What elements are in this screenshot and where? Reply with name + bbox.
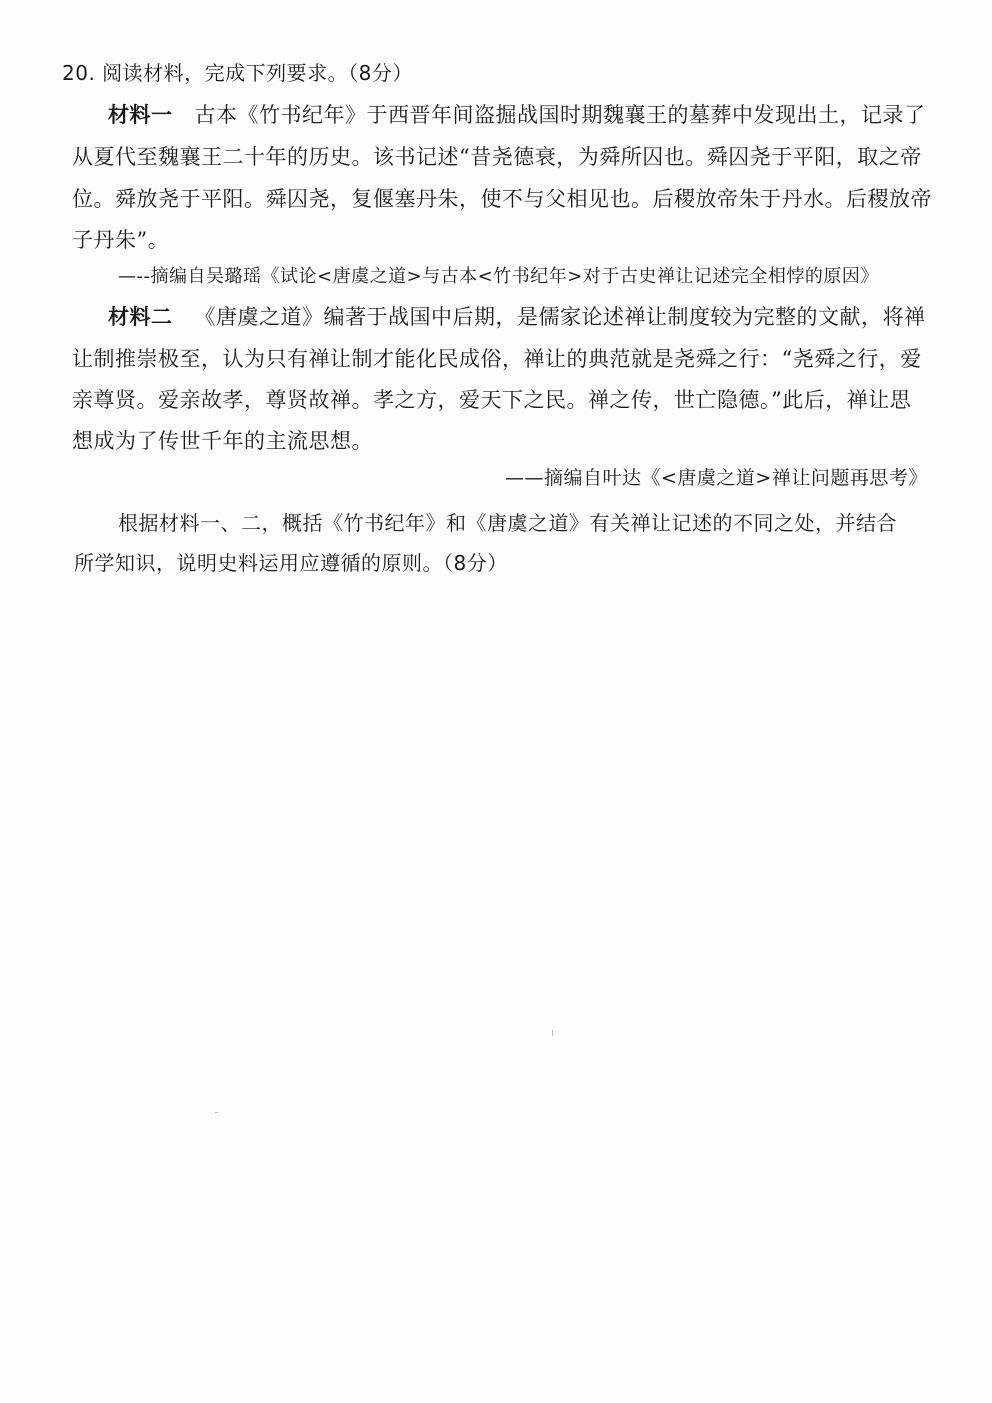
material-2-line-2: 让制推崇极至，认为只有禅让制才能化民成俗，禅让的典范就是尧舜之行：“尧舜之行，爱: [72, 347, 922, 371]
material-2-line-1: [108, 302, 926, 332]
material-2-line-4: 想成为了传世千年的主流思想。: [72, 429, 373, 453]
material-1-line-4: 子丹朱”。: [72, 228, 170, 252]
material-1-line-3: 位。舜放尧于平阳。舜囚尧，复偃塞丹朱，使不与父相见也。后稷放帝朱于丹水。后稷放帝: [72, 187, 932, 211]
scan-speck: [552, 1030, 553, 1036]
prompt-line-2: 所学知识，说明史料运用应遵循的原则。（8分）: [74, 551, 508, 575]
material-2-label: 材料二: [108, 305, 173, 329]
material-2-text: 《唐虞之道》编著于战国中后期，是儒家论述禅让制度较为完整的文献，将禅: [194, 305, 926, 329]
prompt-line-1: 根据材料一、二，概括《竹书纪年》和《唐虞之道》有关禅让记述的不同之处，并结合: [118, 511, 897, 535]
material-2-line-3: 亲尊贤。爱亲故孝，尊贤故禅。孝之方，爱天下之民。禅之传，世亡隐德。”此后，禅让思: [72, 388, 912, 412]
material-1-line-1: [108, 100, 926, 130]
material-2-source: ——摘编自叶达《<唐虞之道>禅让问题再思考》: [505, 467, 928, 489]
question-title: 20. 阅读材料，完成下列要求。（8分）: [62, 61, 413, 85]
material-1-text: 古本《竹书纪年》于西晋年间盗掘战国时期魏襄王的墓葬中发现出土，记录了: [194, 103, 926, 127]
scan-speck: [215, 1112, 218, 1113]
material-1-line-2: 从夏代至魏襄王二十年的历史。该书记述“昔尧德衰，为舜所囚也。舜囚尧于平阳，取之帝: [72, 145, 922, 169]
material-1-source: —--摘编自吴璐瑶《试论<唐虞之道>与古本<竹书纪年>对于古史禅让记述完全相悖的原因》: [118, 266, 879, 287]
material-1-label: 材料一: [108, 103, 173, 127]
